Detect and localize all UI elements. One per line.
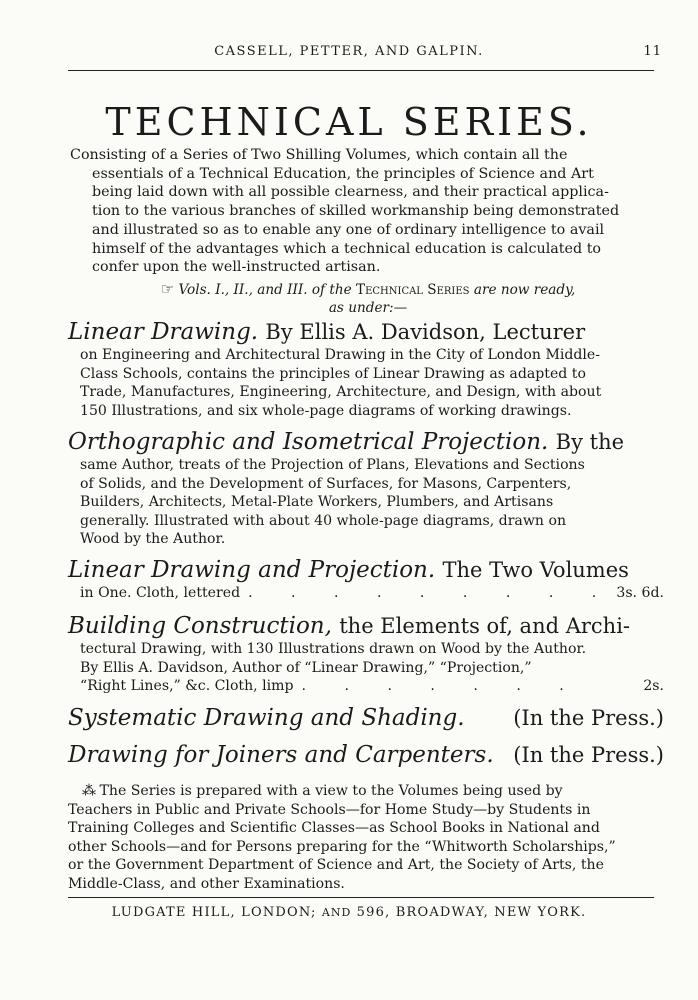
series-name: Technical Series: [356, 282, 470, 298]
book-title: Linear Drawing.: [68, 319, 259, 345]
price-row: [80, 677, 664, 696]
note-line: Middle-Class, and other Examinations.: [68, 875, 345, 892]
book-entry: [68, 318, 664, 420]
note-line: Training Colleges and Scientific Classes—as School Books in National and: [68, 820, 600, 836]
book-description: [80, 346, 664, 420]
intro-line: tion to the various branches of skilled workmanship being demonstrated: [92, 203, 620, 220]
description-line: Class Schools, contains the principles of Linear Drawing as adapted to: [80, 365, 586, 382]
book-entry: [68, 556, 664, 603]
book-byline: By the: [555, 430, 625, 454]
intro-line: and illustrated so as to enable any one of ordinary intelligence to avail: [92, 221, 605, 238]
description-line: Trade, Manufactures, Engineering, Architecture, and Design, with about: [80, 384, 602, 400]
press-status: (In the Press.): [513, 706, 664, 730]
intro-line: himself of the advantages which a technical education is calculated to: [92, 240, 602, 257]
intro-line: being laid down with all possible clearness, and their practical applica-: [92, 184, 609, 201]
intro-line: essentials of a Technical Education, the principles of Science and Art: [92, 165, 594, 182]
page-title: TECHNICAL SERIES.: [105, 100, 593, 144]
leader-dots: . . . . . . . . .: [248, 585, 614, 601]
note-line: or the Government Department of Science and Art, the Society of Arts, the: [68, 857, 604, 873]
binding-text: “Right Lines,” &c. Cloth, limp: [80, 678, 294, 694]
volumes-notice-text: Vols. I., II., and III. of the: [178, 282, 352, 298]
book-description: [80, 456, 664, 549]
price-row: [80, 584, 664, 603]
description-line: same Author, treats of the Projection of Plans, Elevations and Sections: [80, 457, 585, 473]
note-line: [68, 782, 664, 801]
intro-paragraph: [70, 146, 666, 277]
book-title: Systematic Drawing and Shading.: [68, 705, 465, 731]
pointing-hand-icon: ☞: [160, 280, 175, 298]
description-line: of Solids, and the Development of Surfaces, for Masons, Carpenters,: [80, 475, 572, 492]
description-line: generally. Illustrated with about 40 whole-page diagrams, drawn on: [80, 512, 567, 529]
asterism-icon: ⁂: [82, 783, 95, 799]
book-entry: [68, 428, 664, 549]
intro-line: Consisting of a Series of Two Shilling Volumes, which contain all the: [70, 147, 568, 163]
book-description: [80, 584, 664, 603]
book-byline: The Two Volumes: [442, 558, 629, 582]
description-line: 150 Illustrations, and six whole-page diagrams of working drawings.: [80, 402, 572, 419]
book-byline: the Elements of, and Archi-: [339, 614, 631, 638]
description-line: Builders, Architects, Metal-Plate Workers, Plumbers, and Artisans: [80, 494, 554, 510]
description-line: By Ellis A. Davidson, Author of “Linear Drawing,” “Projection,”: [80, 659, 532, 676]
description-line: tectural Drawing, with 130 Illustrations drawn on Wood by the Author.: [80, 641, 587, 657]
header-rule: [68, 70, 654, 71]
book-title: Building Construction,: [68, 613, 332, 639]
book-title: Linear Drawing and Projection.: [68, 557, 436, 583]
volumes-notice: [70, 280, 666, 317]
book-entry: [68, 612, 664, 696]
note-line: other Schools—and for Persons preparing for the “Whitworth Scholarships,”: [68, 838, 616, 855]
address-london: LUDGATE HILL, LONDON;: [111, 905, 317, 920]
note-line: Teachers in Public and Private Schools—for Home Study—by Students in: [68, 801, 591, 818]
address-conjunction: AND: [321, 906, 352, 919]
leader-dots: . . . . . . .: [301, 678, 581, 694]
publisher-address: [0, 905, 698, 920]
price: 2s.: [643, 678, 664, 694]
forthcoming-entry: [68, 704, 664, 732]
intro-line: confer upon the well-instructed artisan.: [92, 259, 381, 276]
running-head: CASSELL, PETTER, AND GALPIN.: [214, 44, 484, 59]
price: 3s. 6d.: [616, 585, 664, 601]
press-status: (In the Press.): [513, 743, 664, 767]
footer-rule: [68, 897, 654, 898]
book-title: Drawing for Joiners and Carpenters.: [68, 742, 494, 768]
volumes-notice-text: are now ready,: [473, 282, 576, 298]
note-text: The Series is prepared with a view to the Volumes being used by: [99, 783, 563, 799]
address-new-york: 596, BROADWAY, NEW YORK.: [356, 905, 587, 920]
series-note: [68, 782, 664, 893]
book-title: Orthographic and Isometrical Projection.: [68, 429, 549, 455]
binding-text: in One. Cloth, lettered: [80, 585, 241, 601]
description-line: on Engineering and Architectural Drawing in the City of London Middle-: [80, 347, 601, 363]
volumes-notice-text: as under:—: [328, 300, 408, 316]
book-description: [80, 640, 664, 696]
book-byline: By Ellis A. Davidson, Lecturer: [265, 320, 586, 344]
page-number: 11: [643, 44, 662, 59]
description-line: Wood by the Author.: [80, 531, 226, 547]
forthcoming-entry: [68, 741, 664, 769]
